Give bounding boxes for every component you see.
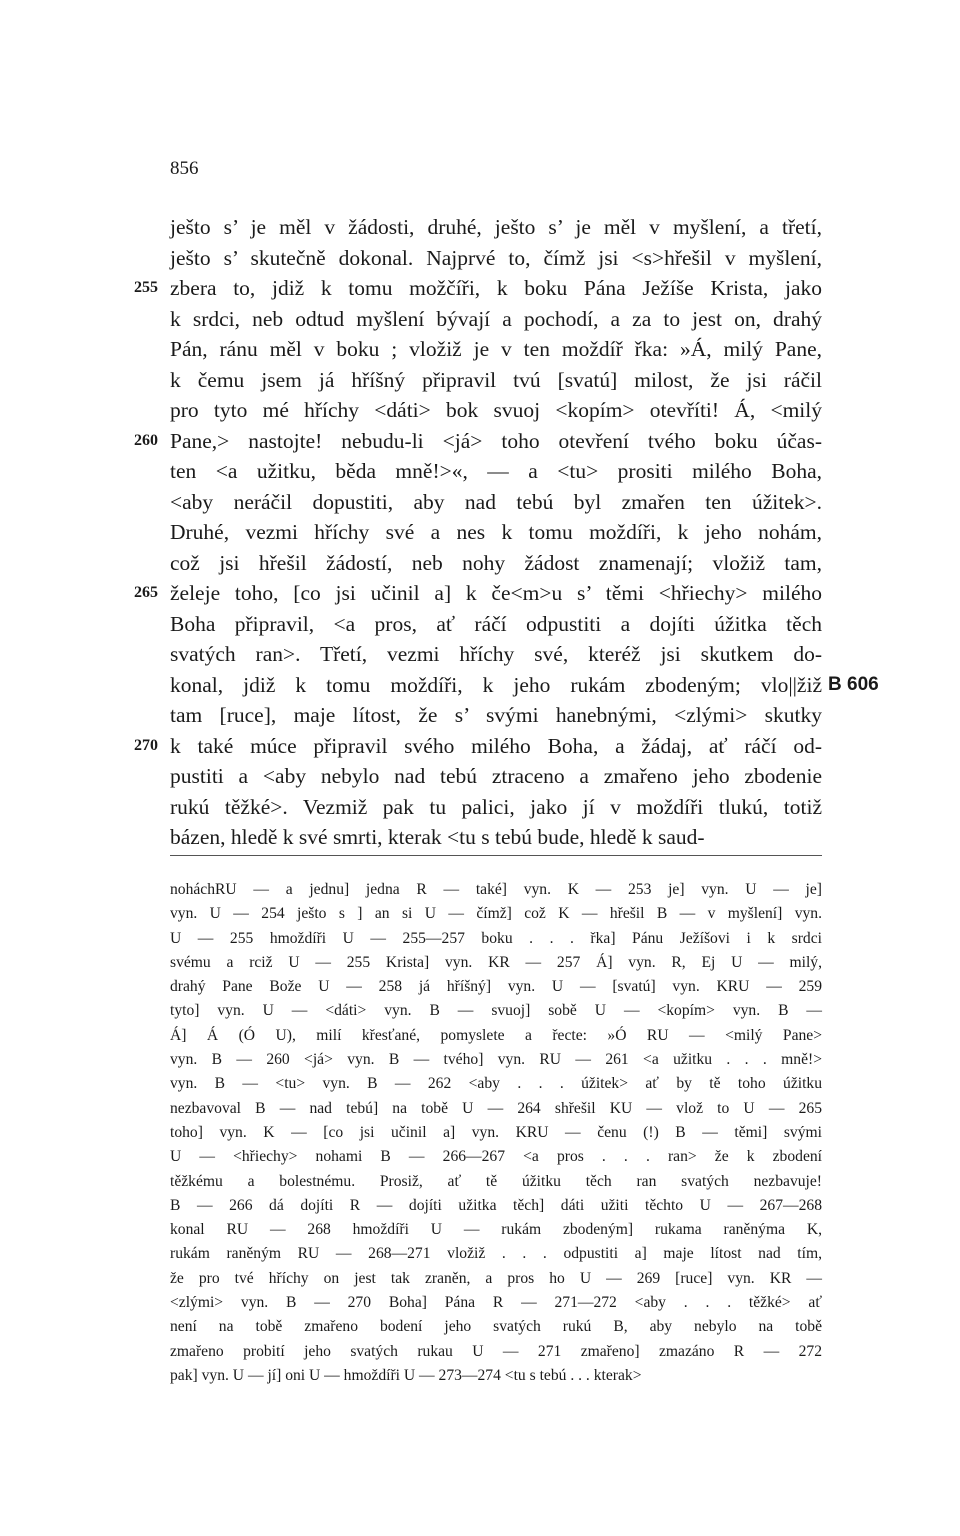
text-line <box>170 792 822 823</box>
line-text: Pane,> nastojte! nebudu-li <já> toho otevření tvého boku účas- <box>170 428 822 453</box>
line-text: ješto s’ je měl v žádosti, druhé, ješto s’ je měl v myšlení, a třetí, <box>170 215 822 239</box>
line-text: tam [ruce], maje lítost, že s’ svými hanebnými, <zlými> skutky <box>170 703 822 727</box>
apparatus-line: vyn. U — 254 ješto s ] an si U — čímž] což K — hřešil B — v myšlení] vyn. <box>170 905 822 923</box>
apparatus-line: drahý Pane Bože U — 258 já hříšný] vyn. U — [svatú] vyn. KRU — 259 <box>170 978 822 996</box>
apparatus-line: U — 255 hmoždíři U — 255—257 boku . . . řka] Pánu Ježíšovi i k srdci <box>170 929 822 947</box>
line-text: k také múce připravil svého milého Boha, a žádaj, ať ráčí od- <box>170 733 822 758</box>
apparatus-line: konal RU — 268 hmoždíři U — rukám zbodeným] rukama raněnýma K, <box>170 1221 822 1239</box>
line-number: 265 <box>134 584 158 601</box>
line-text: želeje toho, [co jsi učinil a] k če<m>u s’ těmi <hřiechy> milého <box>170 581 822 605</box>
apparatus-line: pak] vyn. U — jí] oni U — hmoždíři U — 273—274 <tu s tebú . . . kterak> <box>170 1366 642 1384</box>
text-line <box>170 487 822 518</box>
apparatus-line: svému a rciž U — 255 Krista] vyn. KR — 257 Á] vyn. R, Ej U — milý, <box>170 953 822 971</box>
line-text: k čemu jsem já hříšný připravil tvú [svatú] milost, že jsi ráčil <box>170 367 822 392</box>
text-line <box>134 578 822 609</box>
apparatus-line: vyn. B — 260 <já> vyn. B — tvého] vyn. RU — 261 <a užitku . . . mně!> <box>170 1051 822 1069</box>
line-text: ten <a užitku, běda mně!>«, — a <tu> prositi milého Boha, <box>170 459 822 483</box>
line-text: což jsi hřešil žádostí, neb nohy žádost znamenají; vložiž tam, <box>170 550 822 575</box>
text-line <box>170 304 822 335</box>
line-text: svatých ran>. Třetí, vezmi hříchy své, kteréž jsi skutkem do- <box>170 642 822 666</box>
margin-reference: B 606 <box>828 673 879 695</box>
line-text: ješto s’ skutečně dokonal. Najprvé to, čímž jsi <s>hřešil v myšlení, <box>170 245 822 270</box>
line-text: konal, jdiž k tomu moždíři, k jeho rukám zbodeným; vlo||žiž <box>170 672 822 697</box>
line-text: Druhé, vezmi hříchy své a nes k tomu moždíři, k jeho nohám, <box>170 520 822 544</box>
apparatus-line: B — 266 dá dojíti R — dojíti užitka těch] dáti užiti těchto U — 267—268 <box>170 1196 822 1214</box>
line-text: k srdci, neb odtud myšlení bývají a pochodí, a za to jest on, drahý <box>170 306 822 331</box>
line-text: bázen, hledě k své smrti, kterak <tu s tebú bude, hledě k saud- <box>170 825 705 849</box>
line-number: 260 <box>134 431 158 449</box>
page-number: 856 <box>170 158 199 179</box>
text-line <box>170 700 822 731</box>
apparatus-line: není na tobě zmařeno bodení jeho svatých rukú B, aby nebylo na tobě <box>170 1318 822 1336</box>
line-text: pustiti a <aby nebylo nad tebú ztraceno a zmařeno jeho zbodenie <box>170 764 822 788</box>
footnote-divider <box>170 855 822 856</box>
text-line <box>170 212 822 243</box>
text-line <box>134 273 822 304</box>
line-text: Pán, ránu měl v boku ; vložiž je v ten moždíř řka: »Á, milý Pane, <box>170 337 822 361</box>
text-line <box>170 456 822 487</box>
text-line <box>170 365 822 396</box>
apparatus-line: tyto] vyn. U — <dáti> vyn. B — svuoj] sobě U — <kopím> vyn. B — <box>170 1002 822 1020</box>
text-line <box>170 670 879 701</box>
line-text: <aby neráčil dopustiti, aby nad tebú byl zmařen ten úžitek>. <box>170 489 822 514</box>
apparatus-line: Á] Á (Ó U), milí křesťané, pomyslete a řecte: »Ó RU — <milý Pane> <box>170 1026 822 1044</box>
apparatus-line: vyn. B — <tu> vyn. B — 262 <aby . . . úžitek> ať by tě toho úžitku <box>170 1075 822 1093</box>
line-text: Boha připravil, <a pros, ať ráčí odpustiti a dojíti úžitka těch <box>170 611 822 636</box>
apparatus-line: že pro tvé hříchy on jest tak zraněn, a pros ho U — 269 [ruce] vyn. KR — <box>170 1269 822 1287</box>
main-text <box>134 212 879 853</box>
line-text: rukú těžké>. Vezmiž pak tu palici, jako jí v moždíři tlukú, totiž <box>170 794 822 819</box>
text-line <box>170 761 822 792</box>
apparatus-line: nezbavoval B — nad tebú] na tobě U — 264 shřešil KU — vlož to U — 265 <box>170 1099 822 1117</box>
text-line <box>170 609 822 640</box>
text-line <box>170 243 822 274</box>
text-line <box>170 395 822 426</box>
apparatus-line: rukám raněným RU — 268—271 vložiž . . . odpustiti a] maje lítost nad tím, <box>170 1245 822 1263</box>
line-text: pro tyto mé hříchy <dáti> bok svuoj <kopím> otevříti! Á, <milý <box>170 398 822 422</box>
text-line <box>170 334 822 365</box>
apparatus-line: zmařeno probití jeho svatých rukau U — 271 zmařeno] zmazáno R — 272 <box>170 1342 822 1360</box>
text-line <box>170 548 822 579</box>
line-text: zbera to, jdiž k tomu možčíři, k boku Pána Ježíše Krista, jako <box>170 276 822 300</box>
text-line <box>170 517 822 548</box>
critical-apparatus <box>170 878 822 1388</box>
text-line <box>170 639 822 670</box>
text-line <box>134 731 822 762</box>
apparatus-line: <zlými> vyn. B — 270 Boha] Pána R — 271—272 <aby . . . těžké> ať <box>170 1294 822 1312</box>
apparatus-line: noháchRU — a jednu] jedna R — také] vyn. K — 253 je] vyn. U — je] <box>170 881 822 898</box>
apparatus-line: těžkému a bolestnému. Prosiž, ať tě úžitku těch ran svatých nezbavuje! <box>170 1172 822 1190</box>
apparatus-line: toho] vyn. K — [co jsi učinil a] vyn. KRU — čenu (!) B — těmi] svými <box>170 1123 822 1141</box>
text-line <box>170 822 822 853</box>
line-number: 270 <box>134 736 158 754</box>
line-number: 255 <box>134 279 158 296</box>
text-line <box>134 426 822 457</box>
apparatus-line: U — <hřiechy> nohami B — 266—267 <a pros . . . ran> že k zbodení <box>170 1148 822 1166</box>
